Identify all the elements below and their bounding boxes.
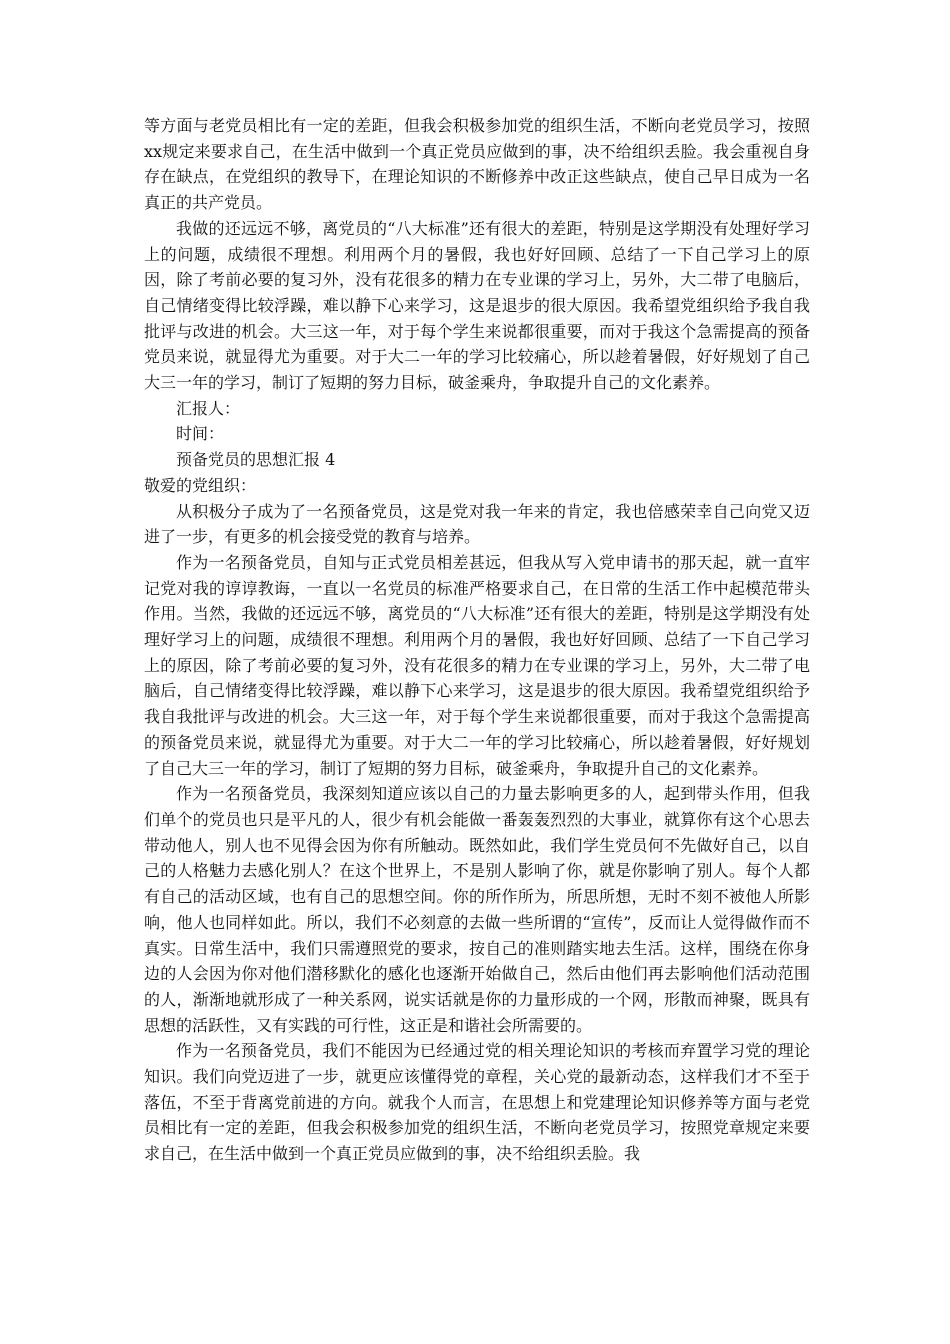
salutation: 敬爱的党组织： bbox=[144, 475, 257, 495]
paragraph: 作为一名预备党员，自知与正式党员相差甚远，但我从写入党申请书的那天起，就一直牢记党对我的谆谆教诲，一直以一名党员的标准严格要求自己，在日常的生活工作中起模范带头作用。当然，我做的还远远不够，离党员的“八大标准”还有很大的差距，特别是这学期没有处理好学习上的问题，成绩很不理想。利用两个月的暑假，我也好好回顾、总结了一下自己学习上的原因，除了考前必要的复习外，没有花很多的精力在专业课的学习上，另外，大二带了电脑后，自己情绪变得比较浮躁，难以静下心来学习，这是退步的很大原因。我希望党组织给予我自我批评与改进的机会。大三这一年，对于每个学生来说都很重要，而对于我这个急需提高的预备党员来说，就显得尤为重要。对于大二一年的学习比较痛心，所以趁着暑假，好好规划了自己大三一年的学习，制订了短期的努力目标，破釜乘舟，争取提升自己的文化素养。 bbox=[144, 552, 810, 778]
reporter-label: 汇报人： bbox=[176, 398, 241, 418]
paragraph: 作为一名预备党员，我们不能因为已经通过党的相关理论知识的考核而弃置学习党的理论知识。我们向党迈进了一步，就更应该懂得党的章程，关心党的最新动态，这样我们才不至于落伍，不至于背离党前进的方向。就我个人而言，在思想上和党建理论知识修养等方面与老党员相比有一定的差距，但我会积极参加党的组织生活，不断向老党员学习，按照党章规定来要求自己，在生活中做到一个真正党员应做到的事，决不给组织丢脸。我 bbox=[144, 1041, 810, 1164]
date-label: 时间： bbox=[176, 424, 225, 444]
paragraph: 作为一名预备党员，我深刻知道应该以自己的力量去影响更多的人，起到带头作用，但我们单个的党员也只是平凡的人，很少有机会能做一番轰轰烈烈的大事业，就算你有这个心思去带动他人，别人也不见得会因为你有所触动。既然如此，我们学生党员何不先做好自己，以自己的人格魅力去感化别人？在这个世界上，不是别人影响了你，就是你影响了别人。每个人都有自己的活动区域，也有自己的思想空间。你的所作所为，所思所想，无时不刻不被他人所影响，他人也同样如此。所以，我们不必刻意的去做一些所谓的“宣传”，反而让人觉得做作而不真实。日常生活中，我们只需遵照党的要求，按自己的准则踏实地去生活。这样，围绕在你身边的人会因为你对他们潜移默化的感化也逐渐开始做自己，然后由他们再去影响他们活动范围的人，渐渐地就形成了一种关系网，说实话就是你的力量形成的一个网，形散而神聚，既具有思想的活跃性，又有实践的可行性，这正是和谐社会所需要的。 bbox=[144, 784, 810, 1035]
paragraph: 从积极分子成为了一名预备党员，这是党对我一年来的肯定，我也倍感荣幸自己向党又迈进了一步，有更多的机会接受党的教育与培养。 bbox=[144, 501, 810, 547]
document-page bbox=[144, 113, 810, 1167]
section-title: 预备党员的思想汇报 4 bbox=[176, 450, 336, 470]
paragraph: 我做的还远远不够，离党员的“八大标准”还有很大的差距，特别是这学期没有处理好学习上的问题，成绩很不理想。利用两个月的暑假，我也好好回顾、总结了一下自己学习上的原因，除了考前必要的复习外，没有花很多的精力在专业课的学习上，另外，大二带了电脑后，自己情绪变得比较浮躁，难以静下心来学习，这是退步的很大原因。我希望党组织给予我自我批评与改进的机会。大三这一年，对于每个学生来说都很重要，而对于我这个急需提高的预备党员来说，就显得尤为重要。对于大二一年的学习比较痛心，所以趁着暑假，好好规划了自己大三一年的学习，制订了短期的努力目标，破釜乘舟，争取提升自己的文化素养。 bbox=[144, 218, 810, 393]
paragraph: 等方面与老党员相比有一定的差距，但我会积极参加党的组织生活，不断向老党员学习，按照xx规定来要求自己，在生活中做到一个真正党员应做到的事，决不给组织丢脸。我会重视自身存在缺点，在党组织的教导下，在理论知识的不断修养中改正这些缺点，使自己早日成为一名真正的共产党员。 bbox=[144, 116, 810, 213]
